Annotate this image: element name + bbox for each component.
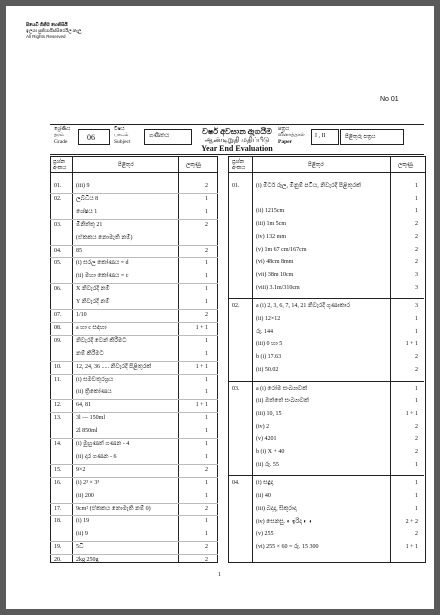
marks-value: 3 <box>415 303 418 310</box>
row-rule <box>50 193 218 194</box>
marks-value: 1 + 1 <box>195 363 208 370</box>
answer-text: 2kg 250g <box>76 557 99 564</box>
paper-label: පත්‍රය வினாத்தாள் Paper <box>278 127 305 145</box>
marks-value: 2 <box>415 233 418 240</box>
question-number: 11. <box>54 376 62 383</box>
answer-text: (v) 255 <box>256 531 274 538</box>
marks-value: 2 <box>415 246 418 253</box>
answer-text: a හා c සඳහා <box>76 324 107 331</box>
marks-value: 1 <box>205 337 208 344</box>
question-number: 03. <box>54 221 62 228</box>
left-qno-head: ප්‍රශ්න අංකය <box>53 159 67 171</box>
question-number: 15. <box>54 466 62 473</box>
question-number: 17. <box>54 505 62 512</box>
marks-value: 2 <box>415 354 418 361</box>
question-number: 12. <box>54 402 62 409</box>
question-number: 14. <box>54 441 62 447</box>
answer-text: (ii) ඔත්තේ සංඛ්‍යාවක් <box>256 398 309 405</box>
row-rule <box>50 335 218 336</box>
paper-number: No 01 <box>380 96 399 103</box>
question-number: 19. <box>54 544 62 551</box>
answer-text: 1/10 <box>76 312 87 318</box>
row-rule <box>50 515 218 516</box>
question-number: 05. <box>54 260 62 267</box>
row-rule <box>50 503 218 504</box>
marks-value: 1 <box>415 398 418 405</box>
section-divider <box>229 475 424 476</box>
marks-value: 1 + 1 <box>405 410 418 417</box>
question-number: 04. <box>232 480 240 487</box>
header-bottom-rule <box>50 154 424 155</box>
answer-text: (ii) 12×12 <box>256 316 281 322</box>
answer-text: ශේෂය 1 <box>76 208 98 215</box>
row-rule <box>50 309 218 310</box>
marks-value: 1 <box>205 428 208 435</box>
marks-value: 1 <box>415 195 418 202</box>
question-number: 02. <box>232 303 240 310</box>
marks-value: 2 <box>205 221 208 228</box>
question-number: 03. <box>232 385 240 392</box>
institute-line-1: පියෙවි ගිනීම හෙතිසියි <box>26 22 68 27</box>
title-tamil: ஆண்டிறுதி மதிப்பீடு <box>204 136 270 144</box>
question-number: 06. <box>54 286 62 293</box>
question-number: 20. <box>54 557 62 564</box>
answer-text: (i) සඳුදා <box>256 480 274 487</box>
answer-text: b (i) 17.63 <box>256 354 282 361</box>
marks-value: 1 <box>205 415 208 422</box>
marks-value: 2 <box>415 531 418 538</box>
answer-text: 5ධි <box>76 544 84 551</box>
answer-text: (v) 1m 67 cm/167cm <box>256 246 307 253</box>
row-rule <box>50 322 218 323</box>
marks-value: 1 <box>205 453 208 460</box>
question-number: 09. <box>54 337 62 344</box>
answer-text: (vii) 38m 10cm <box>256 271 294 278</box>
marks-value: 2 <box>205 247 208 254</box>
header-top-rule <box>50 124 424 125</box>
row-rule <box>50 399 218 400</box>
rights-text: All Rights Reserved <box>26 34 66 39</box>
marks-value: 2 <box>415 423 418 430</box>
marks-value: 2 <box>415 366 418 373</box>
marks-value: 1 <box>205 350 208 357</box>
marks-value: 1 <box>205 273 208 280</box>
marks-value: 1 + 1 <box>405 341 418 348</box>
question-number: 18. <box>54 518 62 525</box>
marks-value: 1 <box>205 195 208 202</box>
answer-text: (i) 2³ × 3³ <box>76 479 100 486</box>
marks-value: 2 <box>415 436 418 443</box>
institute-line-2: ඉලශා සුකිශායිස්සිරෙයිල.නැලු <box>26 28 82 33</box>
marks-value: 1 <box>205 286 208 293</box>
subject-box: ගණිතය <box>144 129 192 145</box>
marks-value: 1 <box>415 493 418 500</box>
row-rule <box>50 438 218 439</box>
title-english: Year End Evaluation <box>201 144 273 153</box>
answer-text: (iii) 10, 15 <box>256 410 282 417</box>
question-number: 16. <box>54 479 62 486</box>
marks-value: 1 <box>205 518 208 525</box>
marks-value: 1 <box>415 328 418 335</box>
marks-value: 1 <box>415 461 418 468</box>
marks-value: 1 <box>205 441 208 447</box>
answer-text: Y නිවැරදි නම් <box>76 299 110 306</box>
answer-text: (ii) ත්‍රිකෝණය <box>76 389 112 396</box>
marks-value: 1 <box>205 260 208 267</box>
answer-text: මිනිත්තු 21 <box>76 221 103 228</box>
right-qno-head: ප්‍රශ්න අංකය <box>232 159 246 171</box>
question-number: 13. <box>54 415 62 422</box>
answer-text: නම් කිරීමට <box>76 350 104 357</box>
marks-value: 1 <box>205 389 208 396</box>
marks-value: 2 <box>415 221 418 228</box>
question-number: 02. <box>54 195 62 202</box>
answer-text: (ii) 50.02 <box>256 366 279 373</box>
marks-value: 1 <box>415 480 418 487</box>
answer-text: (v) 4201 <box>256 436 277 443</box>
answer-text: (i) මුහුණත් ගණන - 4 <box>76 441 130 447</box>
paper-box: I , II <box>311 129 339 145</box>
marks-value: 1 <box>415 316 418 322</box>
answer-text: a (i) 2, 3, 6, 7, 14, 21 නිවැරදි ගුණාකාර <box>256 303 350 310</box>
marks-value: 2 <box>205 312 208 318</box>
marks-value: 1 <box>415 385 418 392</box>
answer-text: (ii) 200 <box>76 492 94 499</box>
answer-text: (i) 19 <box>76 518 90 525</box>
answer-text: (iii) 9 <box>76 183 90 189</box>
right-marks-head: ලකුණු <box>398 162 413 168</box>
answers-box: පිළිතුරු පත්‍රය <box>340 129 404 145</box>
answer-text: (iii) බදාදා, සිකුරාදා <box>256 505 297 512</box>
row-rule <box>50 374 218 375</box>
answer-text: (vi) 255 × 60 = රු. 15 300 <box>256 543 319 550</box>
page-number: 1 <box>218 572 221 578</box>
answer-sheet-page <box>6 6 434 609</box>
row-rule <box>50 361 218 362</box>
answer-text: (ii) 40 <box>256 493 271 500</box>
marks-value: 1 + 1 <box>195 402 208 409</box>
section-divider <box>229 298 424 299</box>
row-rule <box>50 219 218 220</box>
title-sinhala: වර්ෂ අවසාන ඇගයීම <box>202 127 272 136</box>
row-rule <box>50 541 218 542</box>
row-rule <box>50 283 218 284</box>
answer-text: 12, 24, 36 ..... නිවැරදි පිළිතුරක් <box>76 363 152 370</box>
row-rule <box>50 554 218 555</box>
answer-text: ලබ්ධිය 8 <box>76 195 99 202</box>
grade-box: 06 <box>78 129 110 145</box>
answer-text: 2l 850ml <box>76 428 98 435</box>
answer-text: 85 <box>76 247 82 254</box>
answer-text: (iii) 0 හා 5 <box>256 341 283 348</box>
marks-value: 2 <box>205 544 208 551</box>
answer-text: (ii) 9 <box>76 531 88 538</box>
answer-text: (ඒකකය නොමැති නම්) <box>76 234 133 241</box>
answer-text: (viii) 3.1m/310cm <box>256 284 300 291</box>
marks-value: 1 <box>205 479 208 486</box>
marks-value: 3 <box>415 271 418 278</box>
marks-value: 2 <box>415 449 418 455</box>
answer-text: a (i) රෝම සංඛ්‍යාවක් <box>256 385 308 392</box>
answer-text: (vi) 48cm 8mm <box>256 259 294 266</box>
right-answer-head: පිළිතුර <box>308 162 324 168</box>
marks-value: 1 <box>205 531 208 538</box>
row-rule <box>50 464 218 465</box>
row-rule <box>50 245 218 246</box>
answer-text: (iv) සෙනසු. ◐ ඉරිදා ◐ ◖ <box>256 518 313 525</box>
answer-text: (ii) රු. 55 <box>256 461 279 468</box>
left-answer-head: පිළිතුර <box>118 162 134 168</box>
answer-text: 9cm² (ඒකකය නොමැති නම් 0) <box>76 505 151 512</box>
row-rule <box>50 477 218 478</box>
marks-value: 1 <box>205 492 208 499</box>
marks-value: 3 <box>415 284 418 291</box>
section-divider <box>229 381 424 382</box>
answer-text: (i) සරල කෝණය = d <box>76 260 129 267</box>
answer-text: රු. 144 <box>256 328 274 335</box>
answer-text: (i) මීටර් රූල, මිනුම් පටිය, නිවැරදි පිළිතුරක් <box>256 183 361 189</box>
grade-label: ශ්‍රේණිය தரம் Grade <box>54 127 71 145</box>
marks-value: 1 <box>205 376 208 383</box>
marks-value: 1 + 1 <box>405 543 418 550</box>
answer-text: (ii) දාර ගණන - 6 <box>76 453 117 460</box>
answer-text: (iv) 2 <box>256 423 270 430</box>
answer-text: (ii) මහා කෝණය = c <box>76 273 129 280</box>
marks-value: 1 <box>415 183 418 189</box>
left-marks-head: ලකුණු <box>186 162 201 168</box>
marks-value: 2 <box>205 557 208 564</box>
row-rule <box>50 257 218 258</box>
marks-value: 2 <box>415 259 418 266</box>
answer-text: 9×2 <box>76 466 86 473</box>
answer-text: X නිවැරදි නම් <box>76 286 110 293</box>
answer-text: (ii) 1215cm <box>256 208 285 215</box>
answer-text: (iv) 132 mm <box>256 233 286 240</box>
marks-value: 1 <box>415 505 418 512</box>
question-number: 01. <box>54 183 62 189</box>
question-number: 08. <box>54 324 62 331</box>
question-number: 10. <box>54 363 62 370</box>
answer-text: (iii) 1m 5cm <box>256 221 286 228</box>
marks-value: 1 <box>205 299 208 306</box>
answer-text: 64, 81 <box>76 402 91 409</box>
marks-value: 2 + 2 <box>405 518 418 525</box>
marks-value: 1 + 1 <box>195 324 208 331</box>
answer-text: (i) සමචතුරශ්‍රය <box>76 376 114 383</box>
question-number: 01. <box>232 183 240 189</box>
question-number: 04. <box>54 247 62 254</box>
answer-text: නිවැරදි වෙන් කිරීමට <box>76 337 127 344</box>
marks-value: 1 <box>205 208 208 215</box>
row-rule <box>50 412 218 413</box>
answer-text: 3l — 150ml <box>76 415 106 422</box>
marks-value: 2 <box>205 505 208 512</box>
question-number: 07. <box>54 312 62 318</box>
marks-value: 2 <box>205 183 208 189</box>
marks-value: 1 <box>415 208 418 215</box>
subject-label: විෂය பாடம் Subject <box>114 127 131 145</box>
marks-value: 2 <box>205 466 208 473</box>
answer-text: b (i) X + 40 <box>256 449 285 455</box>
